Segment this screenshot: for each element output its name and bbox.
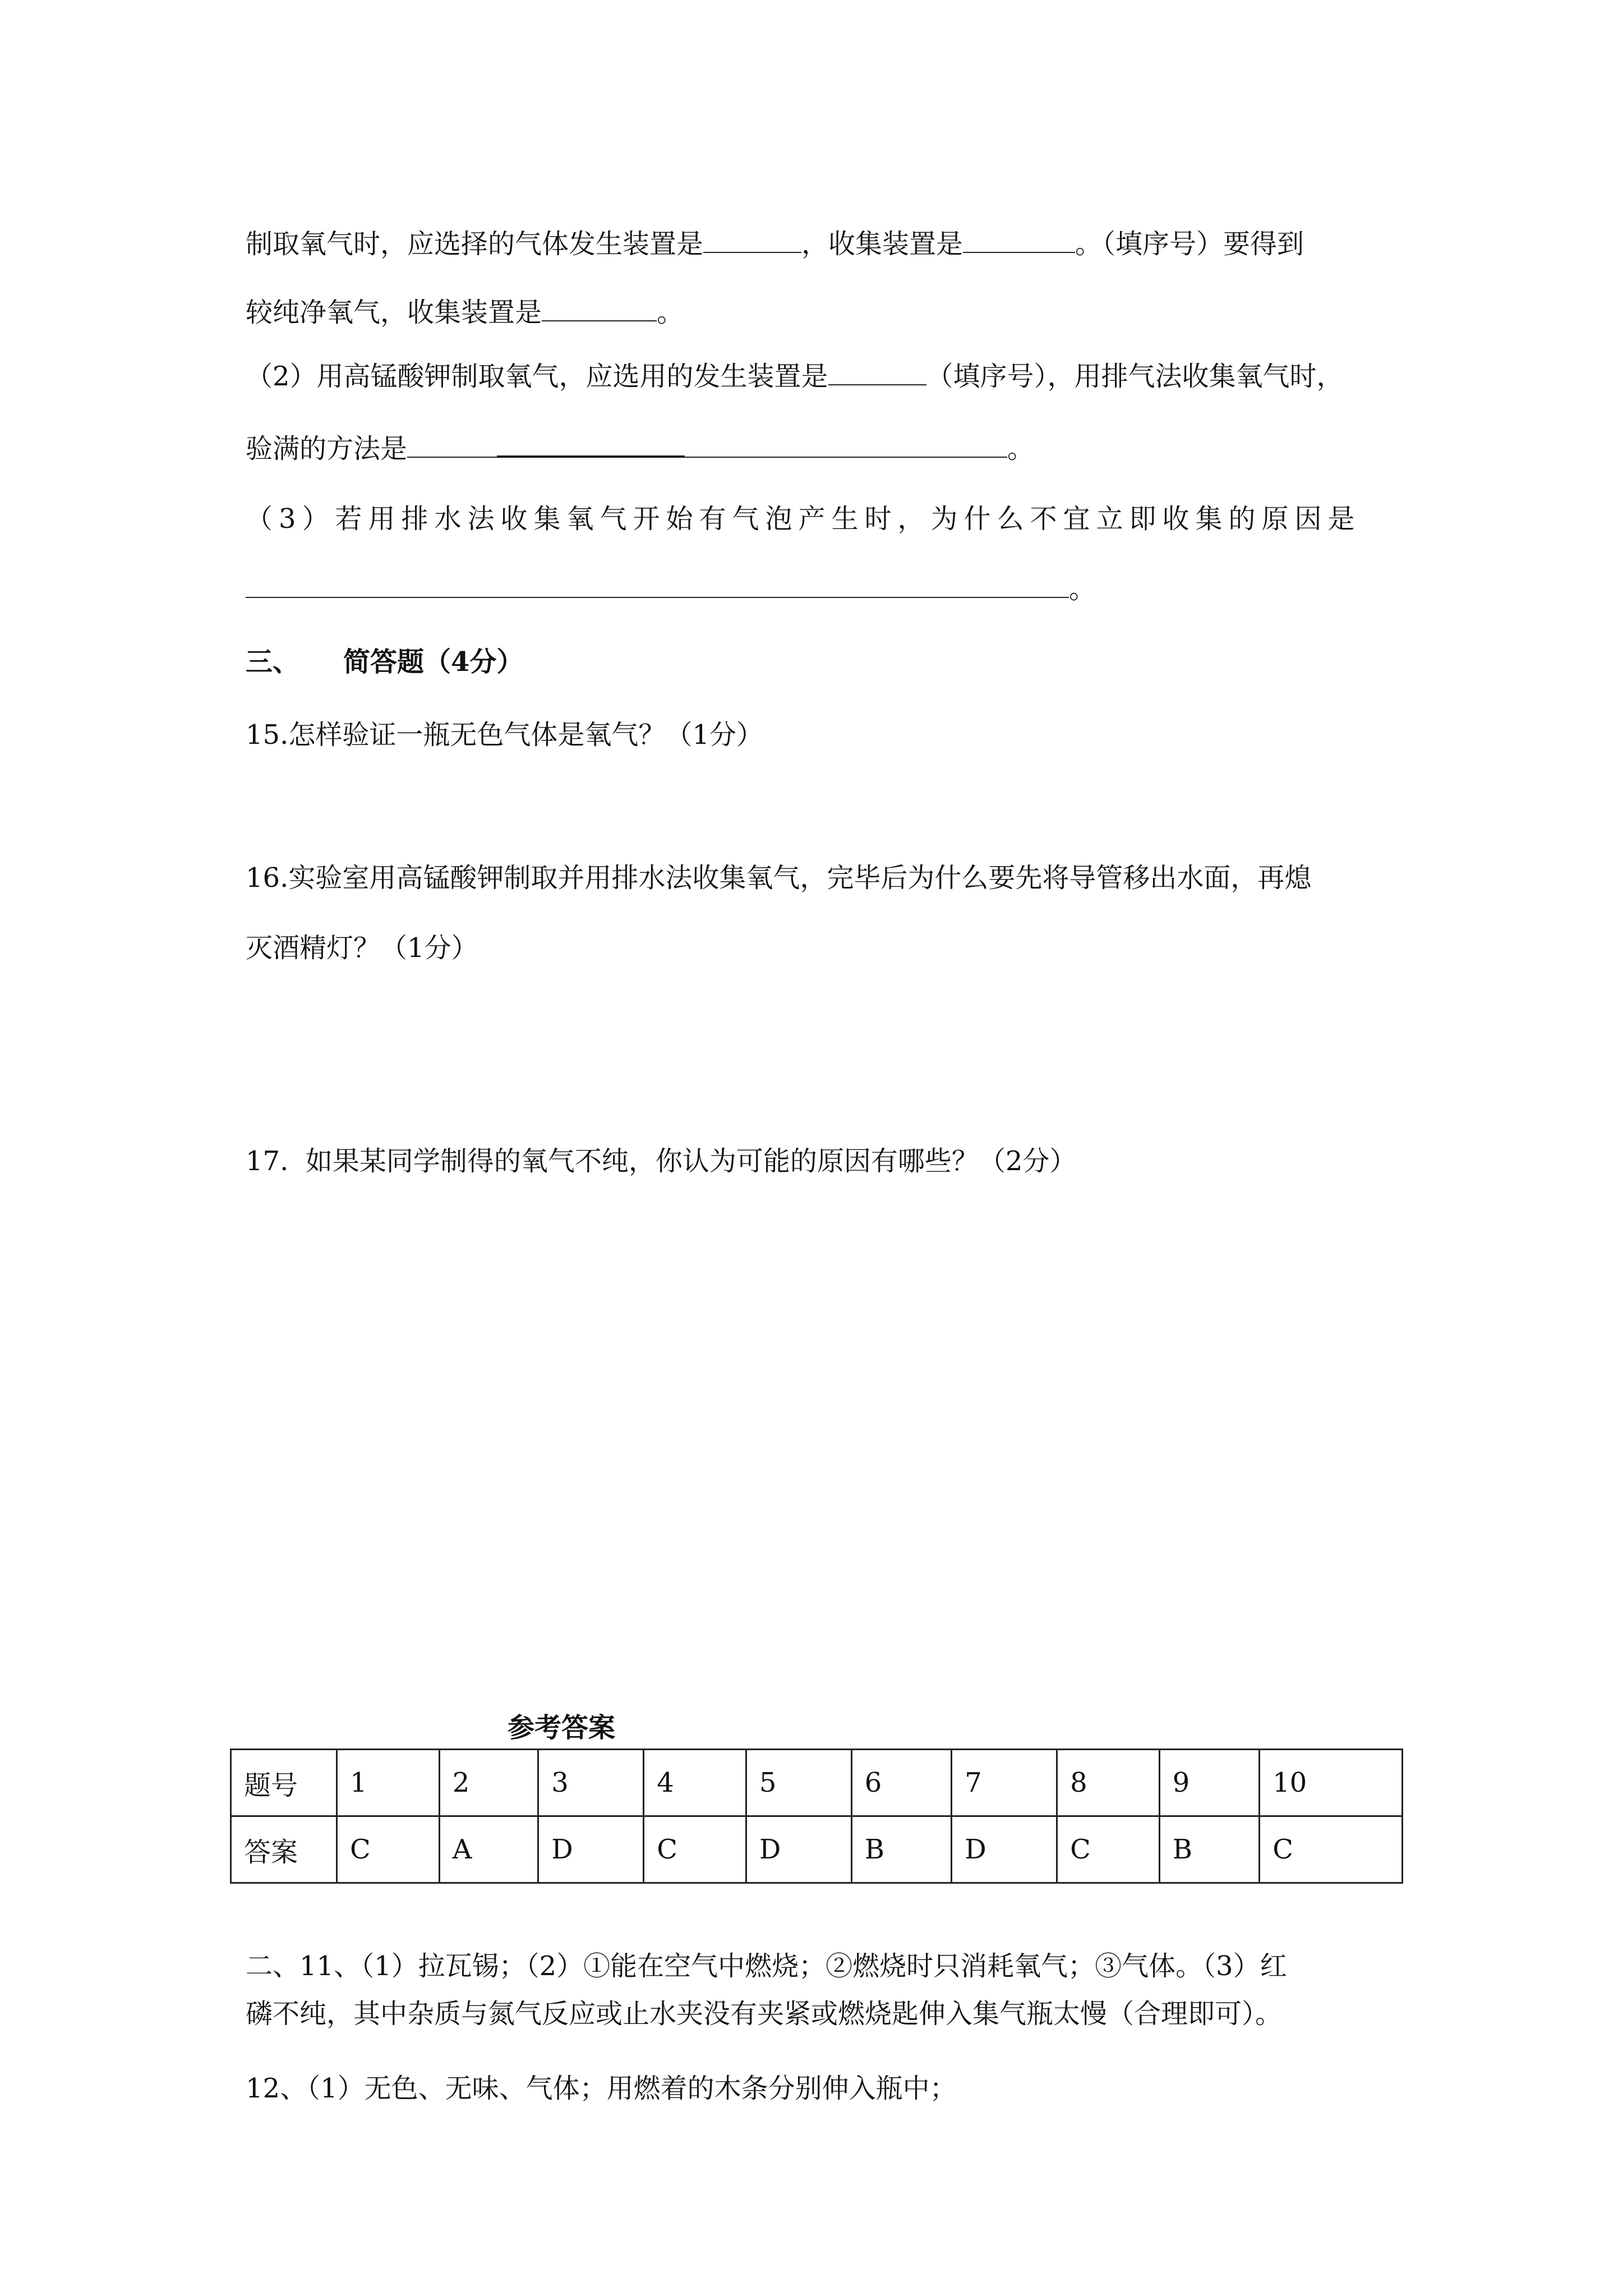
q14-text: 。 <box>657 297 684 328</box>
answer-blank <box>828 360 926 385</box>
q14-text: 。（填序号）要得到 <box>1075 228 1304 260</box>
table-header-cell: 答案 <box>231 1816 337 1883</box>
section-heading <box>246 645 523 679</box>
q14-text: （2）用高锰酸钾制取氧气，应选用的发生装置是 <box>246 361 828 392</box>
q14-part2-line-2 <box>246 431 1034 466</box>
answer-cell: C <box>337 1816 440 1883</box>
answer-12: 12、（1）无色、无味、气体；用燃着的木条分别伸入瓶中； <box>246 2073 957 2104</box>
question-number-cell: 6 <box>851 1750 951 1816</box>
question-number-cell: 2 <box>439 1750 538 1816</box>
question-number-cell: 1 <box>337 1750 440 1816</box>
answer-key-title: 参考答案 <box>508 1712 616 1743</box>
answer-cell: C <box>1057 1816 1160 1883</box>
answer-cell: A <box>439 1816 538 1883</box>
q14-line-1 <box>246 227 1304 261</box>
answer-cell: B <box>1159 1816 1259 1883</box>
question-number-cell: 9 <box>1159 1750 1259 1816</box>
answer-blank <box>685 432 1007 458</box>
question-16-line-1: 16.实验室用高锰酸钾制取并用排水法收集氧气，完毕后为什么要先将导管移出水面，再熄 <box>246 862 1312 894</box>
table-header-cell: 题号 <box>231 1750 337 1816</box>
q14-text: （填序号），用排气法收集氧气时， <box>926 361 1344 392</box>
section-title: 简答题（4分） <box>343 646 524 678</box>
answer-cell: B <box>851 1816 951 1883</box>
answer-cell: C <box>1260 1816 1403 1883</box>
table-row <box>231 1750 1403 1816</box>
question-15: 15.怎样验证一瓶无色气体是氧气？（1分） <box>246 719 763 751</box>
question-16-line-2: 灭酒精灯？（1分） <box>246 932 478 964</box>
q14-text: 。 <box>1069 573 1096 605</box>
q14-text: 较纯净氧气，收集装置是 <box>246 297 542 328</box>
answer-cell: D <box>746 1816 851 1883</box>
q14-text: 。 <box>1007 433 1035 464</box>
answer-blank <box>703 227 801 253</box>
q14-part3-line-1: （3）若用排水法收集氧气开始有气泡产生时，为什么不宜立即收集的原因是 <box>246 503 1361 535</box>
answer-blank <box>497 431 685 458</box>
q14-part3-line-2 <box>246 572 1096 606</box>
q14-text: 制取氧气时，应选择的气体发生装置是 <box>246 228 704 260</box>
q14-text: ，收集装置是 <box>801 228 963 260</box>
question-number-cell: 10 <box>1260 1750 1403 1816</box>
q14-part2-line-1 <box>246 360 1344 393</box>
table-row <box>231 1816 1403 1883</box>
answer-cell: D <box>952 1816 1057 1883</box>
answer-11-line-1: 二、11、（1）拉瓦锡；（2）①能在空气中燃烧；②燃烧时只消耗氧气；③气体。（3）红 <box>246 1950 1287 1982</box>
answer-cell: D <box>538 1816 644 1883</box>
question-number-cell: 3 <box>538 1750 644 1816</box>
section-number: 三、 <box>246 646 300 678</box>
question-number-cell: 8 <box>1057 1750 1160 1816</box>
question-number-cell: 7 <box>952 1750 1057 1816</box>
q14-line-2 <box>246 296 684 329</box>
question-number-cell: 5 <box>746 1750 851 1816</box>
answer-11-line-2: 磷不纯，其中杂质与氮气反应或止水夹没有夹紧或燃烧匙伸入集气瓶太慢（合理即可）。 <box>246 1998 1283 2030</box>
answer-blank <box>963 227 1075 253</box>
q14-text: 验满的方法是 <box>246 433 408 464</box>
answer-key-table <box>230 1749 1403 1884</box>
answer-cell: C <box>644 1816 746 1883</box>
question-17: 17. 如果某同学制得的氧气不纯，你认为可能的原因有哪些？（2分） <box>246 1145 1077 1177</box>
question-number-cell: 4 <box>644 1750 746 1816</box>
answer-blank <box>246 572 1069 598</box>
answer-blank <box>542 296 657 321</box>
answer-blank <box>407 432 497 458</box>
